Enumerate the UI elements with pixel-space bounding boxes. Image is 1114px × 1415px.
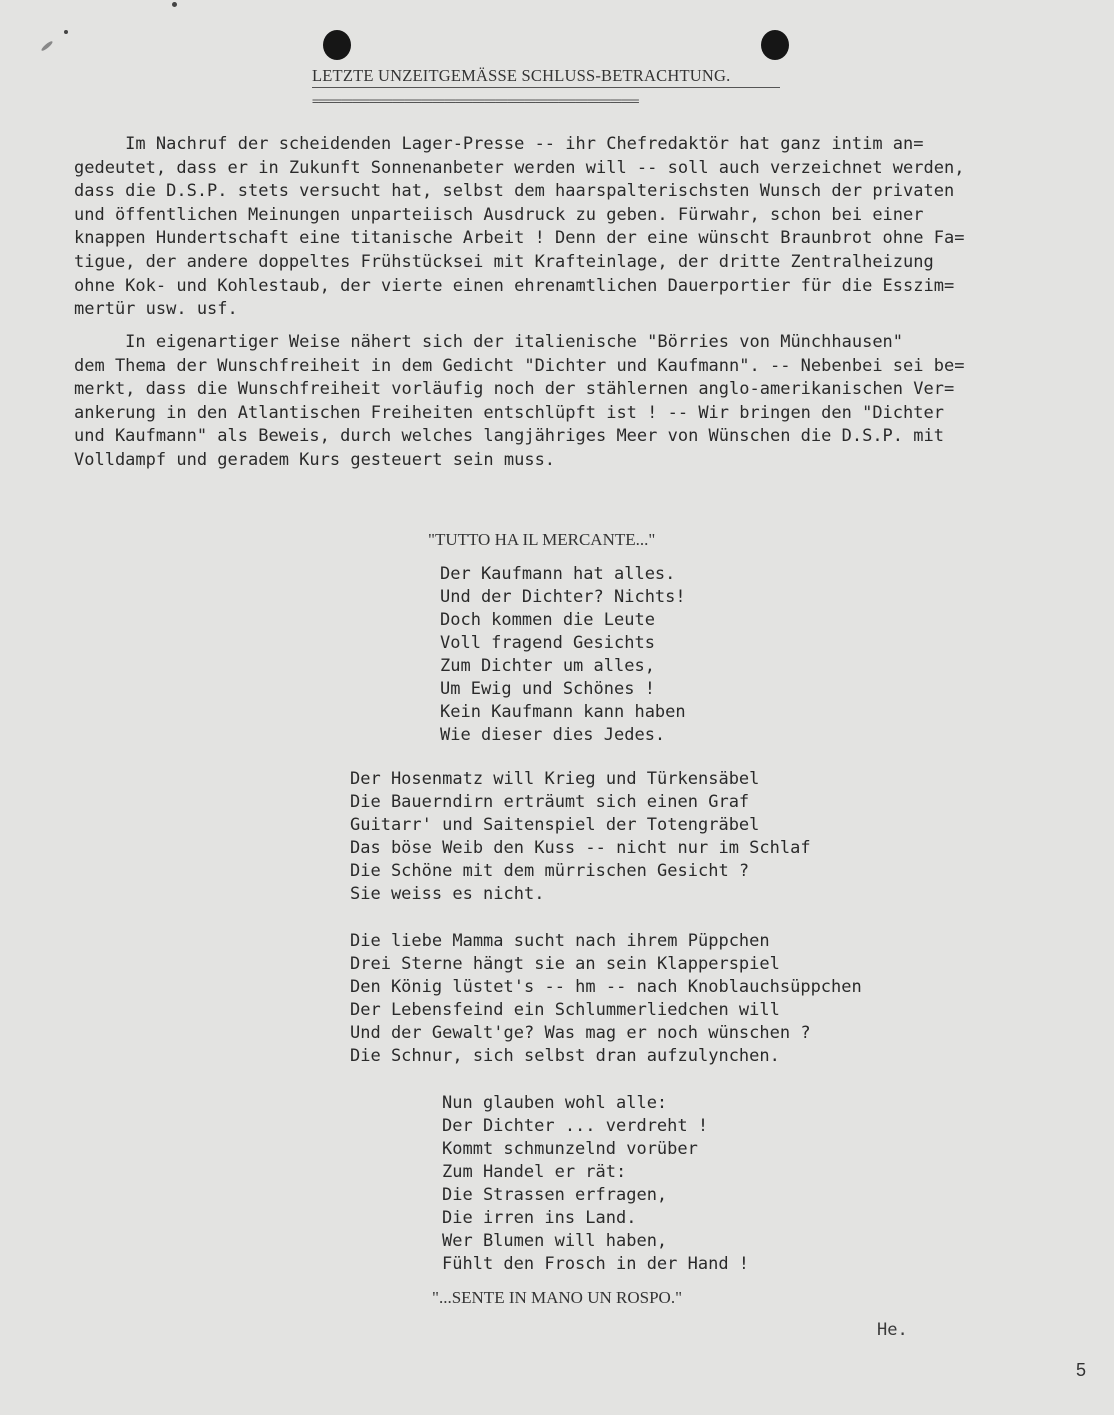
ink-speck bbox=[64, 30, 68, 34]
text-line: ohne Kok- und Kohlestaub, der vierte einen ehrenamtlichen Dauerportier für die Esszim= bbox=[74, 275, 955, 296]
text-line: Im Nachruf der scheidenden Lager-Presse -- ihr Chefredaktör hat ganz intim an= bbox=[74, 134, 924, 154]
text-line: Kommt schmunzelnd vorüber bbox=[442, 1139, 698, 1159]
ink-speck bbox=[40, 40, 53, 52]
text-line: Kein Kaufmann kann haben bbox=[440, 702, 686, 722]
paragraph-1 bbox=[74, 133, 964, 322]
title-underline bbox=[312, 87, 780, 88]
text-line: Der Hosenmatz will Krieg und Türkensäbel bbox=[350, 769, 760, 789]
text-line: dass die D.S.P. stets versucht hat, selbst dem haarspalterischsten Wunsch der privaten bbox=[74, 181, 955, 202]
text-line: dem Thema der Wunschfreiheit in dem Gedicht "Dichter und Kaufmann". -- Nebenbei sei be= bbox=[74, 355, 965, 376]
poem-stanza-3 bbox=[350, 930, 862, 1068]
text-line: Den König lüstet's -- hm -- nach Knoblauchsüppchen bbox=[350, 977, 862, 997]
paragraph-2 bbox=[74, 331, 964, 473]
text-line: Und der Gewalt'ge? Was mag er noch wünschen ? bbox=[350, 1023, 811, 1043]
text-line: und Kaufmann" als Beweis, durch welches langjähriges Meer von Wünschen die D.S.P. mit bbox=[74, 426, 944, 447]
text-line: Der Lebensfeind ein Schlummerliedchen will bbox=[350, 1000, 780, 1020]
text-line: Fühlt den Frosch in der Hand ! bbox=[442, 1254, 750, 1274]
text-line: und öffentlichen Meinungen unparteiisch Ausdruck zu geben. Fürwahr, schon bei einer bbox=[74, 204, 924, 225]
text-line: Der Kaufmann hat alles. bbox=[440, 564, 676, 584]
punch-hole-left bbox=[323, 30, 351, 60]
page-title: LETZTE UNZEITGEMÄSSE SCHLUSS-BETRACHTUNG. bbox=[312, 66, 731, 85]
text-line: Zum Handel er rät: bbox=[442, 1162, 627, 1182]
text-line: Volldampf und geradem Kurs gesteuert sein muss. bbox=[74, 449, 556, 470]
title-rule: ========================================================= bbox=[312, 94, 639, 108]
text-line: Der Dichter ... verdreht ! bbox=[442, 1116, 709, 1136]
text-line: Die Schöne mit dem mürrischen Gesicht ? bbox=[350, 861, 750, 881]
text-line: Voll fragend Gesichts bbox=[440, 633, 655, 653]
ink-speck bbox=[172, 2, 177, 7]
signature: He. bbox=[877, 1320, 908, 1340]
text-line: Zum Dichter um alles, bbox=[440, 656, 655, 676]
text-line: Um Ewig und Schönes ! bbox=[440, 679, 655, 699]
poem-heading: "TUTTO HA IL MERCANTE..." bbox=[428, 530, 656, 549]
page-number: 5 bbox=[1076, 1360, 1087, 1380]
text-line: Die liebe Mamma sucht nach ihrem Püppchen bbox=[350, 931, 770, 951]
text-line: Drei Sterne hängt sie an sein Klapperspiel bbox=[350, 954, 780, 974]
text-line: Wie dieser dies Jedes. bbox=[440, 725, 666, 745]
text-line: merkt, dass die Wunschfreiheit vorläufig noch der stählernen anglo-amerikanischen Ver= bbox=[74, 379, 955, 400]
text-line: ankerung in den Atlantischen Freiheiten entschlüpft ist ! -- Wir bringen den "Dichter bbox=[74, 402, 944, 423]
text-line: Guitarr' und Saitenspiel der Totengräbel bbox=[350, 815, 760, 835]
punch-hole-right bbox=[761, 30, 789, 60]
text-line: Sie weiss es nicht. bbox=[350, 884, 545, 904]
text-line: mertür usw. usf. bbox=[74, 299, 238, 320]
text-line: Wer Blumen will haben, bbox=[442, 1231, 668, 1251]
text-line: tigue, der andere doppeltes Frühstücksei mit Krafteinlage, der dritte Zentralheizung bbox=[74, 251, 934, 272]
poem-closing: "...SENTE IN MANO UN ROSPO." bbox=[432, 1288, 683, 1307]
text-line: Die Schnur, sich selbst dran aufzulynchen. bbox=[350, 1046, 780, 1066]
text-line: Und der Dichter? Nichts! bbox=[440, 587, 686, 607]
poem-stanza-1 bbox=[440, 563, 686, 747]
poem-stanza-2 bbox=[350, 768, 811, 906]
text-line: Doch kommen die Leute bbox=[440, 610, 655, 630]
text-line: gedeutet, dass er in Zukunft Sonnenanbeter werden will -- soll auch verzeichnet werden, bbox=[74, 157, 965, 178]
text-line: Die Strassen erfragen, bbox=[442, 1185, 668, 1205]
text-line: Das böse Weib den Kuss -- nicht nur im Schlaf bbox=[350, 838, 811, 858]
text-line: Nun glauben wohl alle: bbox=[442, 1093, 668, 1113]
text-line: knappen Hundertschaft eine titanische Arbeit ! Denn der eine wünscht Braunbrot ohne Fa= bbox=[74, 228, 965, 249]
text-line: Die Bauerndirn erträumt sich einen Graf bbox=[350, 792, 750, 812]
text-line: Die irren ins Land. bbox=[442, 1208, 637, 1228]
text-line: In eigenartiger Weise nähert sich der italienische "Börries von Münchhausen" bbox=[74, 332, 904, 352]
poem-stanza-4 bbox=[442, 1092, 749, 1276]
